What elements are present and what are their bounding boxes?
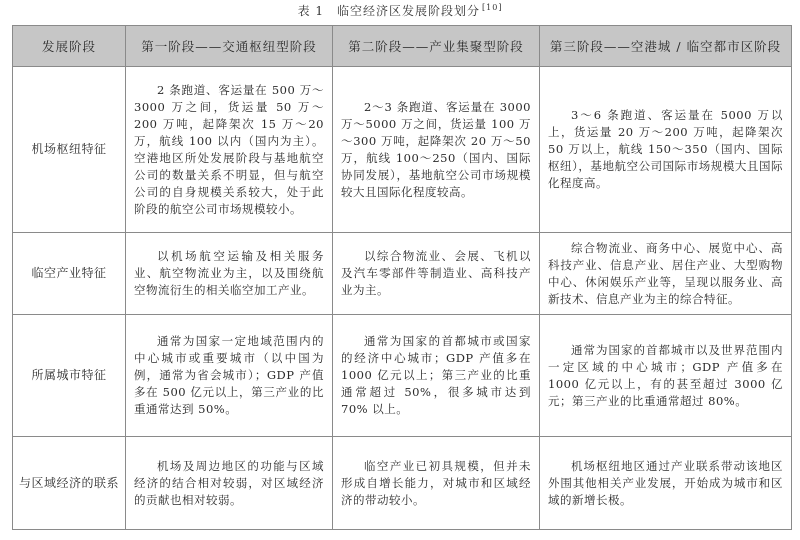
table-caption [0, 2, 800, 19]
row-label-industry: 临空产业特征 [13, 233, 126, 315]
table-row [13, 67, 792, 233]
row-label-regional-economy: 与区域经济的联系 [13, 437, 126, 530]
table-cell: 通常为国家一定地域范围内的中心城市或重要城市（以中国为例，通常为省会城市）；GDP 产值多在 500 亿元以上，第三产业的比重通常达到 50%。 [126, 315, 333, 437]
table-cell: 3～6 条跑道、客运量在 5000 万以上，货运量 20 万～200 万吨，起降架次 50 万以上，航线 150～350（国内、国际枢纽），基地航空公司国际市场规模大且国际化程度高。 [540, 67, 792, 233]
table-cell: 机场枢纽地区通过产业联系带动该地区外围其他相关产业发展，开始成为城市和区域的新增长极。 [540, 437, 792, 530]
table-cell: 通常为国家的首都城市以及世界范围内一定区域的中心城市；GDP 产值多在 1000 亿元以上，有的甚至超过 3000 亿元；第三产业的比重通常超过 80%。 [540, 315, 792, 437]
table-cell: 2～3 条跑道、客运量在 3000 万～5000 万之间，货运量 100 万～300 万吨，起降架次 20 万～50 万，航线 100～250（国内、国际协同发展），基地航空公司市场规模较大且国际化程度较高。 [333, 67, 540, 233]
table-cell: 2 条跑道、客运量在 500 万～3000 万之间，货运量 50 万～200 万吨，起降架次 15 万～20 万，航线 100 以内（国内为主）。空港地区所处发展阶段与基地航空公司的数量关系不明显，但与航空公司的自身规模关系较大，处于此阶段的航空公司市场规模较小。 [126, 67, 333, 233]
header-stage-2: 第二阶段——产业集聚型阶段 [333, 26, 540, 67]
header-stage-1: 第一阶段——交通枢纽型阶段 [126, 26, 333, 67]
citation-mark: [10] [482, 3, 503, 12]
table-header-row [13, 26, 792, 67]
header-stage: 发展阶段 [13, 26, 126, 67]
table-row [13, 437, 792, 530]
row-label-city: 所属城市特征 [13, 315, 126, 437]
table-cell: 综合物流业、商务中心、展览中心、高科技产业、信息产业、居住产业、大型购物中心、休闲娱乐产业等，呈现以服务业、高新技术、信息产业为主的综合特征。 [540, 233, 792, 315]
table-cell: 临空产业已初具规模，但并未形成自增长能力，对城市和区域经济的带动较小。 [333, 437, 540, 530]
table-row [13, 233, 792, 315]
development-stages-table [12, 25, 792, 530]
table-cell: 以综合物流业、会展、飞机以及汽车零部件等制造业、高科技产业为主。 [333, 233, 540, 315]
table-cell: 以机场航空运输及相关服务业、航空物流业为主，以及围绕航空物流衍生的相关临空加工产业。 [126, 233, 333, 315]
header-stage-3: 第三阶段——空港城 / 临空都市区阶段 [540, 26, 792, 67]
table-cell: 通常为国家的首都城市或国家的经济中心城市；GDP 产值多在 1000 亿元以上；第三产业的比重通常超过 50%，很多城市达到 70% 以上。 [333, 315, 540, 437]
table-row [13, 315, 792, 437]
row-label-airport-hub: 机场枢纽特征 [13, 67, 126, 233]
table-cell: 机场及周边地区的功能与区域经济的结合相对较弱，对区域经济的贡献也相对较弱。 [126, 437, 333, 530]
table-caption-text: 表 1 临空经济区发展阶段划分 [297, 4, 481, 18]
